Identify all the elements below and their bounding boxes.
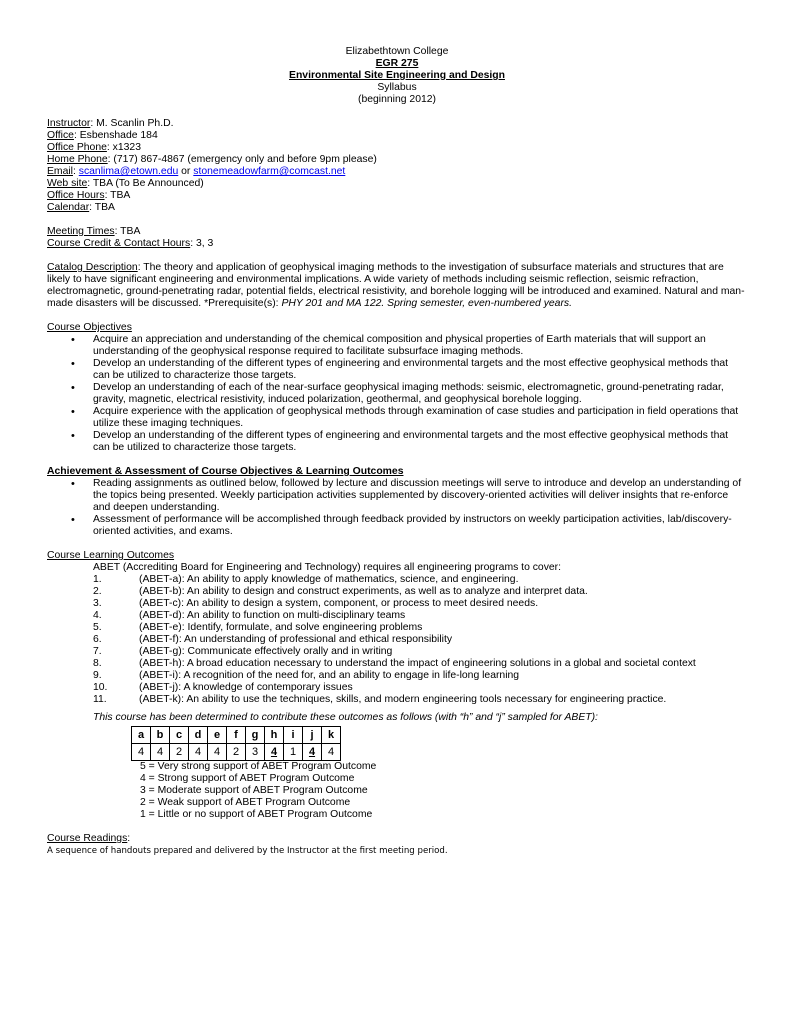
assessment-heading: Achievement & Assessment of Course Objectives & Learning Outcomes <box>47 466 404 477</box>
outcome-text: (ABET-j): A knowledge of contemporary issues <box>139 682 353 693</box>
calendar-value: : TBA <box>89 202 115 213</box>
meeting-times-label: Meeting Times <box>47 226 115 237</box>
outcome-number: 11. <box>93 694 107 705</box>
meeting-times-value: : TBA <box>114 226 141 237</box>
email-label: Email <box>47 166 73 177</box>
website-value: : TBA (To Be Announced) <box>87 178 204 189</box>
outcome-text: (ABET-k): An ability to use the techniques, skills, and modern engineering tools necessary for engineering practice. <box>139 694 667 705</box>
outcome-text: (ABET-b): An ability to design and construct experiments, as well as to analyze and interpret data. <box>139 586 588 597</box>
table-header-cell: d <box>189 727 208 744</box>
outcome-number: 1. <box>93 574 102 585</box>
contact-info <box>47 118 747 214</box>
course-title: Environmental Site Engineering and Design <box>289 70 505 81</box>
table-cell: 2 <box>170 744 189 761</box>
outcome-row <box>93 634 747 646</box>
objectives-list <box>47 334 747 454</box>
outcome-row <box>93 622 747 634</box>
office-hours-label: Office Hours <box>47 190 105 201</box>
catalog-text: : The theory and application of geophysical imaging methods to the investigation of subsurface materials and structures that are likely to have significant engineering and environmental implications. A wide variety of methods including seismic reflection, seismic refraction, electromagnetic, ground-penetrating radar, potential fields, electrical resistivity, and borehole logging will be introduced and examined. Natural and man-made disasters will be discussed. *Prerequisite(s): <box>47 262 745 309</box>
meeting-info <box>47 226 747 250</box>
office-phone-label: Office Phone <box>47 142 107 153</box>
scale-item: 1 = Little or no support of ABET Program Outcome <box>140 809 373 820</box>
table-cell: 4 <box>151 744 170 761</box>
outcome-row <box>93 574 747 586</box>
course-code: EGR 275 <box>375 58 419 69</box>
home-phone-value: : (717) 867-4867 (emergency only and before 9pm please) <box>107 154 377 165</box>
outcome-number: 4. <box>93 610 102 621</box>
table-header-row <box>132 727 341 744</box>
table-cell: 4 <box>303 744 322 761</box>
office-phone-value: : x1323 <box>106 142 141 153</box>
outcome-row <box>93 658 747 670</box>
table-header-cell: i <box>284 727 303 744</box>
list-item: • Develop an understanding of the different types of engineering and environmental targets and the most effective geophysical methods that can be utilized to characterize those targets. <box>47 358 747 382</box>
office-hours-value: : TBA <box>104 190 131 201</box>
table-header-cell: e <box>208 727 227 744</box>
table-header-cell: c <box>170 727 189 744</box>
office-hours-line <box>47 190 747 202</box>
list-item: • Develop an understanding of the different types of engineering and environmental targets and the most effective geophysical methods that can be utilized to characterize those targets. <box>47 430 747 454</box>
table-cell: 4 <box>265 744 284 761</box>
contribution-note: This course has been determined to contribute these outcomes as follows (with “h” and “j” sampled for ABET): <box>93 712 598 723</box>
table-cell: 3 <box>246 744 265 761</box>
college-name: Elizabethtown College <box>345 46 449 57</box>
table-header-cell: k <box>322 727 341 744</box>
office-phone-line <box>47 142 747 154</box>
catalog-prerequisites: PHY 201 and MA 122. Spring semester, even-numbered years. <box>281 298 572 309</box>
readings-heading-line <box>47 833 747 845</box>
term: (beginning 2012) <box>358 94 436 105</box>
table-header-cell: j <box>303 727 322 744</box>
syllabus-page <box>47 46 747 857</box>
outcomes-block <box>47 562 747 706</box>
office-value: : Esbenshade 184 <box>73 130 158 141</box>
scale-item: 5 = Very strong support of ABET Program Outcome <box>140 761 377 772</box>
outcome-text: (ABET-h): A broad education necessary to understand the impact of engineering solutions in a global and societal context <box>139 658 696 669</box>
outcomes-heading: Course Learning Outcomes <box>47 550 175 561</box>
table-cell: 4 <box>322 744 341 761</box>
list-item: • Develop an understanding of each of the near-surface geophysical imaging methods: seismic, electromagnetic, ground-penetrating radar, gravity, magnetic, electrical resistivity, induced polarization, geothermal, and geophysical borehole logging. <box>47 382 747 406</box>
document-type: Syllabus <box>377 82 417 93</box>
objectives-heading: Course Objectives <box>47 322 132 333</box>
outcome-text: (ABET-e): Identify, formulate, and solve engineering problems <box>139 622 423 633</box>
instructor-label: Instructor <box>47 118 91 129</box>
outcome-number: 9. <box>93 670 102 681</box>
outcome-text: (ABET-i): A recognition of the need for, and an ability to engage in life-long learning <box>139 670 520 681</box>
list-item: • Assessment of performance will be accomplished through feedback provided by instructors on weekly participation activities, lab/discovery-oriented activities, and exams. <box>47 514 747 538</box>
table-cell: 4 <box>208 744 227 761</box>
table-header-cell: f <box>227 727 246 744</box>
outcome-number: 5. <box>93 622 102 633</box>
table-row <box>132 744 341 761</box>
readings-heading: Course Readings <box>47 833 128 844</box>
table-cell: 4 <box>132 744 151 761</box>
instructor-value: : M. Scanlin Ph.D. <box>90 118 174 129</box>
website-label: Web site <box>47 178 88 189</box>
website-line <box>47 178 747 190</box>
readings-text: A sequence of handouts prepared and delivered by the Instructor at the first meeting period. <box>47 846 448 856</box>
office-label: Office <box>47 130 74 141</box>
outcomes-intro: ABET (Accrediting Board for Engineering and Technology) requires all engineering programs to cover: <box>93 562 562 573</box>
outcome-text: (ABET-a): An ability to apply knowledge of mathematics, science, and engineering. <box>139 574 519 585</box>
list-item: • Acquire experience with the application of geophysical methods through examination of case studies and participation in field operations that utilize these imaging techniques. <box>47 406 747 430</box>
assessment-list <box>47 478 747 538</box>
calendar-label: Calendar <box>47 202 90 213</box>
outcome-row <box>93 586 747 598</box>
outcome-text: (ABET-f): An understanding of professional and ethical responsibility <box>139 634 453 645</box>
document-header <box>47 46 747 106</box>
email-or: or <box>178 166 194 177</box>
course-credit-label: Course Credit & Contact Hours <box>47 238 191 249</box>
catalog-description <box>47 262 747 310</box>
calendar-line <box>47 202 747 214</box>
office-line <box>47 130 747 142</box>
outcome-row <box>93 694 747 706</box>
outcome-row <box>93 670 747 682</box>
email-line <box>47 166 747 178</box>
outcome-number: 6. <box>93 634 102 645</box>
scale-item: 4 = Strong support of ABET Program Outcome <box>140 773 355 784</box>
abet-contribution-table <box>131 726 341 761</box>
table-cell: 4 <box>189 744 208 761</box>
readings-colon: : <box>127 833 131 844</box>
outcome-number: 8. <box>93 658 102 669</box>
outcome-row <box>93 610 747 622</box>
support-scale <box>47 761 747 821</box>
email-link-etown[interactable]: scanlima@etown.edu <box>78 166 179 177</box>
outcome-row <box>93 598 747 610</box>
outcome-number: 7. <box>93 646 102 657</box>
outcome-text: (ABET-g): Communicate effectively orally and in writing <box>139 646 393 657</box>
list-item: • Reading assignments as outlined below, followed by lecture and discussion meetings will serve to introduce and develop an understanding of the topics being presented. Weekly participation activities supplemented by discovery-oriented activities will deliver insights that re-enforce and deepen understanding. <box>47 478 747 514</box>
list-item: • Acquire an appreciation and understanding of the chemical composition and physical properties of Earth materials that will support an understanding of the geophysical response required to facilitate subsurface imaging methods. <box>47 334 747 358</box>
outcome-text: (ABET-d): An ability to function on multi-disciplinary teams <box>139 610 406 621</box>
outcome-number: 3. <box>93 598 102 609</box>
table-header-cell: g <box>246 727 265 744</box>
email-link-comcast[interactable]: stonemeadowfarm@comcast.net <box>193 166 346 177</box>
scale-item: 2 = Weak support of ABET Program Outcome <box>140 797 351 808</box>
email-separator: : <box>72 166 79 177</box>
home-phone-line <box>47 154 747 166</box>
catalog-label: Catalog Description <box>47 262 138 273</box>
meeting-times-line <box>47 226 747 238</box>
home-phone-label: Home Phone <box>47 154 108 165</box>
table-header-cell: a <box>132 727 151 744</box>
outcome-number: 10. <box>93 682 108 693</box>
outcome-number: 2. <box>93 586 102 597</box>
outcome-row <box>93 682 747 694</box>
table-header-cell: b <box>151 727 170 744</box>
table-cell: 2 <box>227 744 246 761</box>
outcome-text: (ABET-c): An ability to design a system, component, or process to meet desired needs. <box>139 598 539 609</box>
outcome-row <box>93 646 747 658</box>
scale-item: 3 = Moderate support of ABET Program Outcome <box>140 785 368 796</box>
table-cell: 1 <box>284 744 303 761</box>
table-header-cell: h <box>265 727 284 744</box>
course-credit-line <box>47 238 747 250</box>
course-credit-value: : 3, 3 <box>190 238 214 249</box>
instructor-line <box>47 118 747 130</box>
